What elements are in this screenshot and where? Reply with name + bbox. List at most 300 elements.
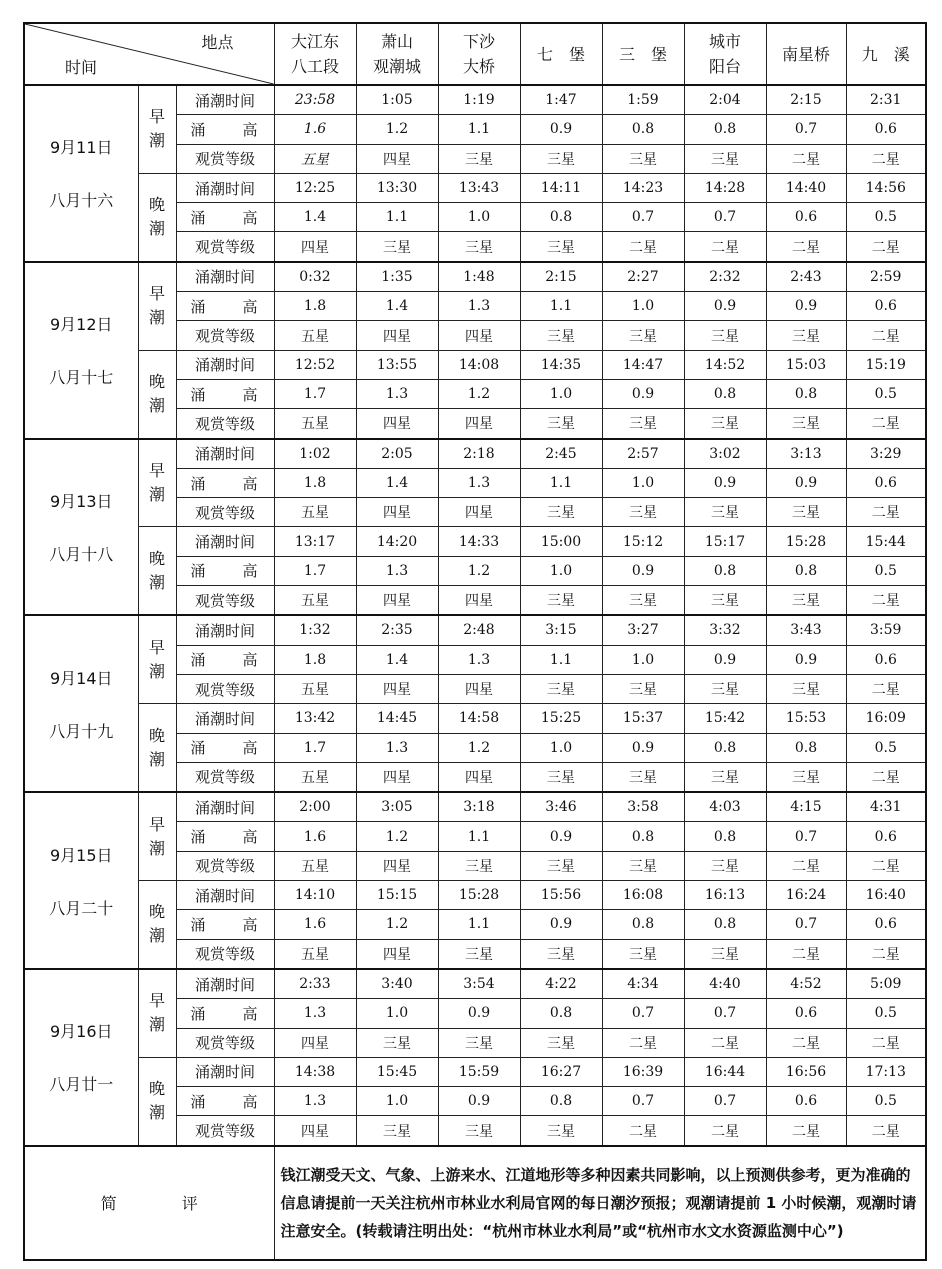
table-row — [24, 969, 926, 999]
table-row — [24, 1057, 926, 1086]
time-value-cell: 3:32 — [684, 615, 766, 645]
location-name-line: 七 堡 — [536, 44, 585, 64]
row-label-rating: 观赏等级 — [176, 321, 274, 350]
table-row — [24, 262, 926, 292]
rating-value-cell: 二星 — [602, 232, 684, 262]
row-label-height — [176, 910, 274, 939]
rating-value-cell: 三星 — [520, 674, 602, 703]
height-value-cell: 0.7 — [602, 1087, 684, 1116]
height-value-cell: 1.7 — [274, 379, 356, 408]
height-value-cell: 0.9 — [766, 645, 846, 674]
rating-value-cell: 三星 — [520, 409, 602, 439]
row-label-rating: 观赏等级 — [176, 674, 274, 703]
time-value-cell: 1:19 — [438, 85, 520, 115]
table-row — [24, 615, 926, 645]
row-label-text: 涌 高 — [190, 297, 258, 316]
tide-session-label: 晚潮 — [149, 1079, 166, 1123]
tide-session-cell — [138, 173, 176, 261]
location-header-cell — [766, 23, 846, 85]
height-value-cell: 0.6 — [766, 203, 846, 232]
row-label-rating: 观赏等级 — [176, 1116, 274, 1146]
rating-value-cell: 三星 — [602, 409, 684, 439]
tide-session-label: 早潮 — [149, 107, 166, 151]
time-value-cell: 15:28 — [438, 881, 520, 910]
height-value-cell: 0.9 — [438, 1087, 520, 1116]
height-value-cell: 0.9 — [602, 379, 684, 408]
height-value-cell: 1.0 — [356, 999, 438, 1028]
location-header-cell — [438, 23, 520, 85]
time-value-cell: 23:58 — [274, 85, 356, 115]
rating-value-cell: 三星 — [520, 586, 602, 616]
height-value-cell: 0.8 — [684, 556, 766, 585]
rating-value-cell: 五星 — [274, 409, 356, 439]
row-label-rating: 观赏等级 — [176, 939, 274, 969]
time-value-cell: 16:09 — [846, 704, 926, 733]
tide-forecast-table — [23, 22, 927, 1261]
lunar-date: 八月廿一 — [49, 1075, 114, 1095]
height-value-cell: 1.3 — [356, 556, 438, 585]
height-value-cell: 1.0 — [520, 556, 602, 585]
rating-value-cell: 三星 — [520, 851, 602, 880]
rating-value-cell: 三星 — [684, 762, 766, 792]
remarks-text: 钱江潮受天文、气象、上游来水、江道地形等多种因素共同影响，以上预测供参考，更为准确的信息请提前一天关注杭州市林业水利局官网的每日潮汐预报；观潮请提前 1 小时候潮，观潮时请注意安全。(转载请注明出处：“杭州市林业水利局”或“杭州市水文水资源监测中心”) — [274, 1146, 926, 1260]
height-value-cell: 1.3 — [438, 468, 520, 497]
height-value-cell: 1.3 — [438, 645, 520, 674]
height-value-cell: 1.2 — [438, 379, 520, 408]
lunar-date: 八月十六 — [49, 191, 114, 211]
row-label-time: 涌潮时间 — [176, 1057, 274, 1086]
rating-value-cell: 二星 — [846, 144, 926, 173]
rating-value-cell: 三星 — [602, 762, 684, 792]
height-value-cell: 0.8 — [520, 203, 602, 232]
date-cell — [24, 85, 138, 262]
height-value-cell: 0.7 — [766, 115, 846, 144]
solar-date: 9月12日 — [49, 315, 113, 335]
time-value-cell: 13:55 — [356, 350, 438, 379]
time-value-cell: 3:40 — [356, 969, 438, 999]
height-value-cell: 1.0 — [438, 203, 520, 232]
time-value-cell: 3:18 — [438, 792, 520, 822]
height-value-cell: 0.8 — [766, 379, 846, 408]
height-value-cell: 1.0 — [602, 468, 684, 497]
rating-value-cell: 三星 — [602, 939, 684, 969]
height-value-cell: 1.3 — [274, 999, 356, 1028]
lunar-date: 八月二十 — [49, 898, 114, 918]
height-value-cell: 1.3 — [274, 1087, 356, 1116]
rating-value-cell: 三星 — [684, 144, 766, 173]
solar-date: 9月16日 — [49, 1022, 113, 1042]
time-value-cell: 15:56 — [520, 881, 602, 910]
rating-value-cell: 四星 — [356, 851, 438, 880]
rating-value-cell: 二星 — [846, 939, 926, 969]
rating-value-cell: 三星 — [520, 144, 602, 173]
rating-value-cell: 三星 — [602, 851, 684, 880]
time-value-cell: 4:34 — [602, 969, 684, 999]
height-value-cell: 0.9 — [602, 733, 684, 762]
time-value-cell: 2:04 — [684, 85, 766, 115]
time-value-cell: 16:40 — [846, 881, 926, 910]
location-name-line: 萧山 — [380, 32, 413, 51]
rating-value-cell: 二星 — [846, 321, 926, 350]
tide-session-cell — [138, 85, 176, 173]
height-value-cell: 0.8 — [602, 910, 684, 939]
rating-value-cell: 四星 — [438, 321, 520, 350]
rating-value-cell: 二星 — [846, 762, 926, 792]
time-value-cell: 2:32 — [684, 262, 766, 292]
rating-value-cell: 五星 — [274, 321, 356, 350]
row-label-height — [176, 203, 274, 232]
height-value-cell: 0.9 — [520, 115, 602, 144]
row-label-time: 涌潮时间 — [176, 527, 274, 556]
time-value-cell: 4:40 — [684, 969, 766, 999]
row-label-text: 涌 高 — [190, 1092, 258, 1111]
time-value-cell: 2:15 — [766, 85, 846, 115]
height-value-cell: 0.5 — [846, 999, 926, 1028]
row-label-height — [176, 822, 274, 851]
rating-value-cell: 五星 — [274, 498, 356, 527]
time-value-cell: 13:42 — [274, 704, 356, 733]
time-value-cell: 15:12 — [602, 527, 684, 556]
height-value-cell: 0.9 — [520, 822, 602, 851]
solar-date: 9月11日 — [49, 138, 113, 158]
time-value-cell: 2:45 — [520, 439, 602, 469]
row-label-text: 涌 高 — [190, 208, 258, 227]
rating-value-cell: 三星 — [438, 1028, 520, 1057]
date-cell — [24, 615, 138, 792]
row-label-time: 涌潮时间 — [176, 792, 274, 822]
time-value-cell: 3:05 — [356, 792, 438, 822]
rating-value-cell: 三星 — [520, 762, 602, 792]
time-value-cell: 14:56 — [846, 173, 926, 202]
rating-value-cell: 三星 — [438, 144, 520, 173]
date-cell — [24, 969, 138, 1146]
rating-value-cell: 三星 — [602, 144, 684, 173]
rating-value-cell: 三星 — [438, 232, 520, 262]
rating-value-cell: 三星 — [602, 498, 684, 527]
location-name-line: 八工段 — [290, 57, 339, 76]
rating-value-cell: 三星 — [684, 586, 766, 616]
rating-value-cell: 四星 — [356, 762, 438, 792]
time-value-cell: 3:29 — [846, 439, 926, 469]
location-name-line: 大桥 — [462, 57, 495, 76]
rating-value-cell: 三星 — [520, 1028, 602, 1057]
time-value-cell: 15:28 — [766, 527, 846, 556]
time-value-cell: 2:59 — [846, 262, 926, 292]
time-value-cell: 4:31 — [846, 792, 926, 822]
time-value-cell: 15:44 — [846, 527, 926, 556]
height-value-cell: 1.6 — [274, 822, 356, 851]
height-value-cell: 1.1 — [520, 468, 602, 497]
tide-session-cell — [138, 615, 176, 703]
tide-session-label: 早潮 — [149, 461, 166, 504]
tide-session-cell — [138, 350, 176, 438]
time-value-cell: 1:02 — [274, 439, 356, 469]
height-value-cell: 0.9 — [766, 468, 846, 497]
rating-value-cell: 三星 — [684, 321, 766, 350]
rating-value-cell: 四星 — [274, 232, 356, 262]
time-value-cell: 3:02 — [684, 439, 766, 469]
height-value-cell: 0.8 — [520, 1087, 602, 1116]
row-label-rating: 观赏等级 — [176, 1028, 274, 1057]
time-value-cell: 3:13 — [766, 439, 846, 469]
row-label-text: 涌 高 — [190, 474, 258, 493]
time-value-cell: 2:31 — [846, 85, 926, 115]
time-value-cell: 16:13 — [684, 881, 766, 910]
tide-session-cell — [138, 262, 176, 350]
height-value-cell: 0.6 — [846, 115, 926, 144]
lunar-date: 八月十七 — [49, 368, 114, 388]
time-value-cell: 15:25 — [520, 704, 602, 733]
row-label-height — [176, 556, 274, 585]
time-value-cell: 2:27 — [602, 262, 684, 292]
rating-value-cell: 二星 — [766, 939, 846, 969]
row-label-rating: 观赏等级 — [176, 232, 274, 262]
time-value-cell: 15:17 — [684, 527, 766, 556]
remarks-row — [24, 1146, 926, 1260]
height-value-cell: 0.6 — [846, 910, 926, 939]
row-label-time: 涌潮时间 — [176, 350, 274, 379]
time-value-cell: 1:35 — [356, 262, 438, 292]
time-value-cell: 14:58 — [438, 704, 520, 733]
height-value-cell: 1.4 — [356, 468, 438, 497]
height-value-cell: 1.6 — [274, 910, 356, 939]
height-value-cell: 0.8 — [684, 379, 766, 408]
rating-value-cell: 三星 — [520, 939, 602, 969]
rating-value-cell: 二星 — [684, 1116, 766, 1146]
height-value-cell: 1.1 — [520, 292, 602, 321]
height-value-cell: 0.8 — [766, 556, 846, 585]
height-value-cell: 1.7 — [274, 556, 356, 585]
rating-value-cell: 三星 — [684, 674, 766, 703]
rating-value-cell: 四星 — [438, 586, 520, 616]
rating-value-cell: 三星 — [520, 1116, 602, 1146]
time-value-cell: 15:00 — [520, 527, 602, 556]
height-value-cell: 1.2 — [356, 115, 438, 144]
time-value-cell: 12:25 — [274, 173, 356, 202]
tide-session-cell — [138, 969, 176, 1057]
tide-session-label: 晚潮 — [149, 725, 166, 769]
row-label-time: 涌潮时间 — [176, 439, 274, 469]
rating-value-cell: 四星 — [356, 939, 438, 969]
time-value-cell: 2:05 — [356, 439, 438, 469]
time-value-cell: 16:24 — [766, 881, 846, 910]
time-value-cell: 14:33 — [438, 527, 520, 556]
rating-value-cell: 二星 — [602, 1116, 684, 1146]
time-value-cell: 16:27 — [520, 1057, 602, 1086]
row-label-height — [176, 468, 274, 497]
height-value-cell: 0.5 — [846, 1087, 926, 1116]
height-value-cell: 0.9 — [438, 999, 520, 1028]
time-value-cell: 2:00 — [274, 792, 356, 822]
rating-value-cell: 四星 — [356, 586, 438, 616]
row-label-rating: 观赏等级 — [176, 144, 274, 173]
time-value-cell: 2:43 — [766, 262, 846, 292]
corner-header-cell — [24, 23, 274, 85]
tide-session-cell — [138, 439, 176, 527]
height-value-cell: 1.0 — [602, 292, 684, 321]
solar-date: 9月14日 — [49, 668, 113, 688]
time-value-cell: 3:59 — [846, 615, 926, 645]
rating-value-cell: 四星 — [438, 409, 520, 439]
height-value-cell: 0.7 — [602, 203, 684, 232]
rating-value-cell: 三星 — [438, 939, 520, 969]
row-label-text: 涌 高 — [190, 828, 258, 847]
height-value-cell: 0.7 — [602, 999, 684, 1028]
rating-value-cell: 二星 — [766, 232, 846, 262]
time-value-cell: 1:59 — [602, 85, 684, 115]
rating-value-cell: 五星 — [274, 851, 356, 880]
tide-session-cell — [138, 881, 176, 969]
diagonal-divider — [25, 24, 274, 84]
tide-session-label: 晚潮 — [149, 195, 166, 239]
location-name-line: 观潮城 — [372, 57, 421, 76]
time-value-cell: 15:37 — [602, 704, 684, 733]
height-value-cell: 1.0 — [520, 733, 602, 762]
location-name-line: 九 溪 — [861, 44, 910, 64]
time-value-cell: 3:54 — [438, 969, 520, 999]
rating-value-cell: 四星 — [438, 498, 520, 527]
time-value-cell: 15:19 — [846, 350, 926, 379]
rating-value-cell: 三星 — [602, 586, 684, 616]
row-label-height — [176, 115, 274, 144]
rating-value-cell: 三星 — [438, 851, 520, 880]
remarks-label: 简 评 — [24, 1146, 274, 1260]
time-value-cell: 16:39 — [602, 1057, 684, 1086]
row-label-height — [176, 379, 274, 408]
time-value-cell: 14:38 — [274, 1057, 356, 1086]
rating-value-cell: 四星 — [356, 674, 438, 703]
time-value-cell: 15:03 — [766, 350, 846, 379]
time-value-cell: 2:18 — [438, 439, 520, 469]
height-value-cell: 1.4 — [356, 292, 438, 321]
row-label-height — [176, 999, 274, 1028]
height-value-cell: 0.6 — [766, 999, 846, 1028]
time-value-cell: 14:08 — [438, 350, 520, 379]
time-value-cell: 16:08 — [602, 881, 684, 910]
height-value-cell: 0.8 — [602, 822, 684, 851]
row-label-text: 涌 高 — [190, 562, 258, 581]
rating-value-cell: 二星 — [846, 851, 926, 880]
height-value-cell: 1.4 — [274, 203, 356, 232]
row-label-rating: 观赏等级 — [176, 586, 274, 616]
time-value-cell: 1:32 — [274, 615, 356, 645]
location-header-cell — [356, 23, 438, 85]
rating-value-cell: 三星 — [356, 232, 438, 262]
height-value-cell: 0.6 — [846, 292, 926, 321]
rating-value-cell: 四星 — [356, 409, 438, 439]
table-row — [24, 704, 926, 733]
location-name-line: 大江东 — [290, 32, 339, 51]
rating-value-cell: 二星 — [602, 1028, 684, 1057]
rating-value-cell: 二星 — [846, 232, 926, 262]
rating-value-cell: 二星 — [846, 1028, 926, 1057]
row-label-rating: 观赏等级 — [176, 851, 274, 880]
height-value-cell: 0.8 — [684, 733, 766, 762]
time-value-cell: 14:45 — [356, 704, 438, 733]
time-value-cell: 16:56 — [766, 1057, 846, 1086]
time-value-cell: 3:46 — [520, 792, 602, 822]
height-value-cell: 0.8 — [684, 910, 766, 939]
tide-session-cell — [138, 527, 176, 615]
row-label-time: 涌潮时间 — [176, 262, 274, 292]
time-value-cell: 14:10 — [274, 881, 356, 910]
height-value-cell: 1.3 — [356, 379, 438, 408]
location-header-cell — [520, 23, 602, 85]
height-value-cell: 0.8 — [520, 999, 602, 1028]
row-label-height — [176, 292, 274, 321]
time-value-cell: 15:59 — [438, 1057, 520, 1086]
row-label-rating: 观赏等级 — [176, 762, 274, 792]
height-value-cell: 0.6 — [846, 645, 926, 674]
rating-value-cell: 二星 — [846, 409, 926, 439]
height-value-cell: 0.7 — [766, 822, 846, 851]
height-value-cell: 0.5 — [846, 203, 926, 232]
height-value-cell: 0.5 — [846, 556, 926, 585]
rating-value-cell: 三星 — [520, 498, 602, 527]
solar-date: 9月15日 — [49, 845, 113, 865]
rating-value-cell: 四星 — [274, 1028, 356, 1057]
tide-session-label: 早潮 — [149, 991, 166, 1035]
rating-value-cell: 五星 — [274, 762, 356, 792]
height-value-cell: 1.3 — [438, 292, 520, 321]
time-value-cell: 14:11 — [520, 173, 602, 202]
rating-value-cell: 三星 — [766, 409, 846, 439]
time-value-cell: 15:53 — [766, 704, 846, 733]
height-value-cell: 0.7 — [684, 999, 766, 1028]
time-value-cell: 4:15 — [766, 792, 846, 822]
height-value-cell: 0.8 — [684, 115, 766, 144]
location-name-line: 阳台 — [708, 57, 741, 76]
rating-value-cell: 二星 — [684, 232, 766, 262]
tide-session-cell — [138, 704, 176, 792]
height-value-cell: 0.5 — [846, 379, 926, 408]
date-cell — [24, 792, 138, 969]
height-value-cell: 0.9 — [520, 910, 602, 939]
tide-session-cell — [138, 792, 176, 880]
rating-value-cell: 四星 — [356, 498, 438, 527]
time-value-cell: 14:40 — [766, 173, 846, 202]
time-value-cell: 2:35 — [356, 615, 438, 645]
height-value-cell: 1.6 — [274, 115, 356, 144]
row-label-time: 涌潮时间 — [176, 173, 274, 202]
height-value-cell: 0.9 — [602, 556, 684, 585]
height-value-cell: 0.9 — [684, 468, 766, 497]
height-value-cell: 0.6 — [766, 1087, 846, 1116]
rating-value-cell: 三星 — [684, 939, 766, 969]
rating-value-cell: 二星 — [766, 851, 846, 880]
table-row — [24, 350, 926, 379]
rating-value-cell: 二星 — [846, 586, 926, 616]
height-value-cell: 0.8 — [602, 115, 684, 144]
rating-value-cell: 三星 — [766, 762, 846, 792]
time-value-cell: 4:03 — [684, 792, 766, 822]
height-value-cell: 0.6 — [846, 822, 926, 851]
height-value-cell: 1.1 — [438, 910, 520, 939]
time-value-cell: 1:47 — [520, 85, 602, 115]
time-value-cell: 16:44 — [684, 1057, 766, 1086]
tide-session-label: 早潮 — [149, 637, 166, 681]
header-row — [24, 23, 926, 85]
row-label-rating: 观赏等级 — [176, 498, 274, 527]
height-value-cell: 1.7 — [274, 733, 356, 762]
rating-value-cell: 三星 — [520, 232, 602, 262]
height-value-cell: 1.2 — [356, 822, 438, 851]
rating-value-cell: 五星 — [274, 674, 356, 703]
table-row — [24, 881, 926, 910]
height-value-cell: 1.8 — [274, 645, 356, 674]
location-name-line: 南星桥 — [781, 44, 830, 64]
rating-value-cell: 二星 — [846, 674, 926, 703]
